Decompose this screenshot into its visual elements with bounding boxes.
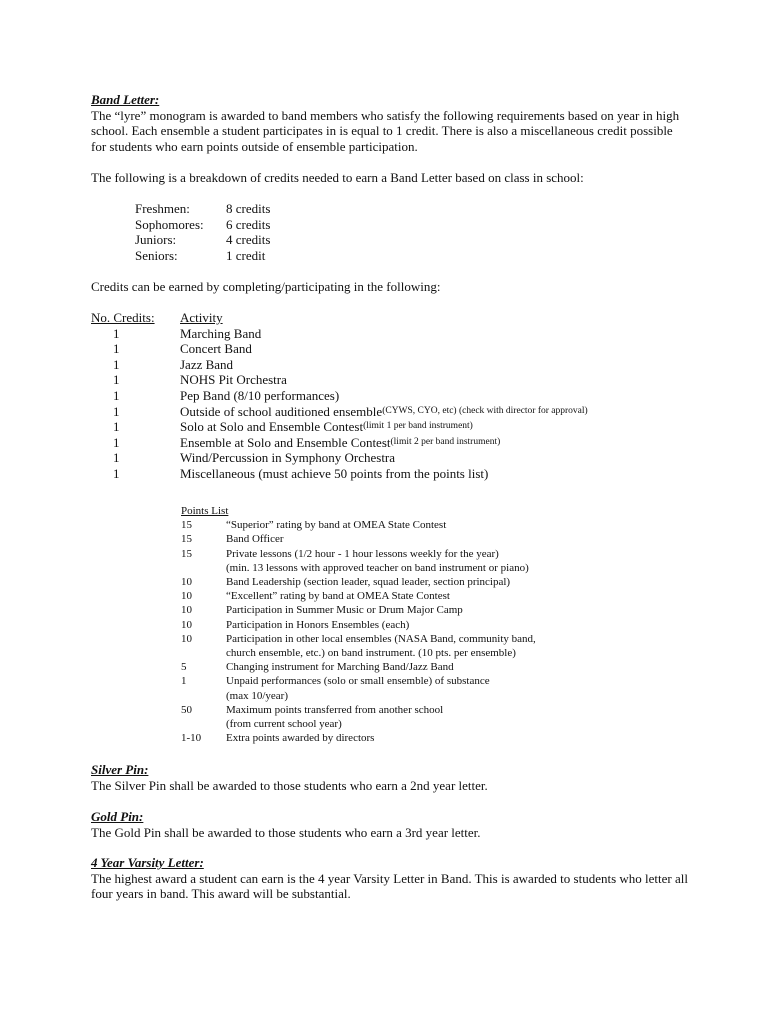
activity-name: Miscellaneous (must achieve 50 points from the points list) (180, 465, 489, 481)
class-name: Juniors: (135, 232, 177, 247)
activity-name: Wind/Percussion in Symphony Orchestra (180, 450, 396, 466)
activity-name: NOHS Pit Orchestra (180, 372, 287, 388)
points-description: (max 10/year) (226, 689, 288, 702)
points-row (181, 589, 536, 603)
points-list (181, 504, 536, 745)
points-row (181, 703, 536, 717)
class-row (135, 201, 270, 217)
points-row (181, 689, 536, 703)
class-row (135, 248, 270, 264)
points-value (181, 689, 226, 703)
points-row (181, 632, 536, 646)
activity-credits: 1 (113, 403, 120, 419)
points-value: 1-10 (181, 732, 202, 745)
points-value: 15 (181, 519, 192, 532)
points-description: Maximum points transferred from another school (226, 703, 444, 716)
activity-credits: 1 (113, 325, 120, 341)
activity-credits: 1 (113, 372, 120, 388)
silver-pin-section (91, 762, 691, 793)
points-value: 10 (181, 604, 192, 617)
points-value: 10 (181, 618, 192, 631)
points-value: 10 (181, 590, 192, 603)
class-credits: 4 credits (226, 232, 271, 247)
points-row (181, 674, 536, 688)
points-value: 5 (181, 661, 187, 674)
activity-row (91, 450, 588, 466)
activity-name: Marching Band (180, 325, 262, 341)
gold-pin-section (91, 809, 691, 840)
activity-row (91, 326, 588, 342)
activity-credits: 1 (113, 387, 120, 403)
silver-pin-heading: Silver Pin: (91, 762, 149, 777)
points-description: Unpaid performances (solo or small ensemble) of substance (226, 675, 490, 688)
points-value: 10 (181, 632, 192, 645)
activity-note: (limit 1 per band instrument) (363, 421, 473, 432)
activity-note: (CYWS, CYO, etc) (check with director for approval) (382, 405, 588, 416)
activity-credits: 1 (113, 450, 120, 466)
earned-intro-text: Credits can be earned by completing/participating in the following: (91, 279, 441, 294)
activity-header: Activity (180, 310, 223, 325)
activity-row (91, 341, 588, 357)
activity-name: Jazz Band (180, 356, 234, 372)
activity-name: Outside of school auditioned ensemble (180, 403, 383, 419)
activity-name: Pep Band (8/10 performances) (180, 387, 340, 403)
class-name: Freshmen: (135, 201, 190, 216)
points-row (181, 603, 536, 617)
activity-name: Solo at Solo and Ensemble Contest (180, 419, 364, 435)
activity-row (91, 388, 588, 404)
points-value (181, 717, 226, 731)
activities-header (91, 310, 588, 326)
credits-header: No. Credits: (91, 310, 155, 325)
points-description: Band Officer (226, 533, 284, 546)
activity-note: (limit 2 per band instrument) (390, 436, 501, 447)
points-description: (from current school year) (226, 718, 342, 731)
band-letter-intro: The “lyre” monogram is awarded to band members who satisfy the following requirements based on year in high school. Each ensemble a student participates in is equal to 1 credit. There is also a miscellaneous credit possible for students who earn points outside of ensemble participation. (91, 107, 680, 154)
varsity-letter-heading: 4 Year Varsity Letter: (91, 855, 204, 870)
activity-credits: 1 (113, 356, 120, 372)
activity-row (91, 466, 588, 482)
points-row (181, 717, 536, 731)
points-row (181, 575, 536, 589)
band-letter-heading: Band Letter: (91, 92, 160, 107)
activity-credits: 1 (113, 434, 120, 450)
class-credits: 1 credit (226, 247, 266, 263)
points-row (181, 618, 536, 632)
activity-row (91, 404, 588, 420)
class-credits-table (135, 201, 270, 263)
points-description: Participation in Summer Music or Drum Major Camp (226, 604, 463, 617)
points-row (181, 561, 536, 575)
points-row (181, 660, 536, 674)
activity-row (91, 372, 588, 388)
points-value: 50 (181, 703, 192, 716)
points-value (181, 561, 226, 575)
points-value: 1 (181, 675, 187, 688)
points-description: Participation in Honors Ensembles (each) (226, 618, 410, 631)
varsity-letter-text: The highest award a student can earn is the 4 year Varsity Letter in Band. This is awarded to students who letter all four years in band. This award will be substantial. (91, 870, 688, 901)
points-row (181, 731, 536, 745)
points-description: church ensemble, etc.) on band instrument. (10 pts. per ensemble) (226, 647, 516, 660)
points-value: 15 (181, 533, 192, 546)
activity-name: Concert Band (180, 341, 252, 357)
points-row (181, 532, 536, 546)
activity-credits: 1 (113, 419, 120, 435)
points-value (181, 646, 226, 660)
activity-row (91, 435, 588, 451)
points-description: Changing instrument for Marching Band/Jazz Band (226, 661, 454, 674)
activity-credits: 1 (113, 465, 120, 481)
class-credits: 6 credits (226, 216, 271, 232)
points-value: 10 (181, 576, 192, 589)
gold-pin-heading: Gold Pin: (91, 809, 144, 824)
activity-credits: 1 (113, 341, 120, 357)
varsity-letter-section (91, 855, 691, 902)
class-name: Seniors: (135, 247, 178, 263)
points-row (181, 547, 536, 561)
points-description: (min. 13 lessons with approved teacher on band instrument or piano) (226, 561, 529, 574)
silver-pin-text: The Silver Pin shall be awarded to those students who earn a 2nd year letter. (91, 777, 488, 793)
class-name: Sophomores: (135, 216, 204, 232)
class-row (135, 217, 270, 233)
activity-row (91, 419, 588, 435)
points-description: Participation in other local ensembles (NASA Band, community band, (226, 632, 536, 645)
breakdown-intro-text: The following is a breakdown of credits needed to earn a Band Letter based on class in school: (91, 170, 584, 185)
points-description: “Excellent” rating by band at OMEA State Contest (226, 590, 450, 603)
points-description: “Superior” rating by band at OMEA State Contest (226, 519, 447, 532)
points-row (181, 518, 536, 532)
points-description: Extra points awarded by directors (226, 732, 375, 745)
earned-intro (91, 279, 691, 295)
points-description: Band Leadership (section leader, squad leader, section principal) (226, 576, 511, 589)
points-list-title: Points List (181, 505, 229, 517)
class-row (135, 232, 270, 248)
points-description: Private lessons (1/2 hour - 1 hour lessons weekly for the year) (226, 547, 499, 560)
band-letter-section (91, 92, 691, 154)
activity-name: Ensemble at Solo and Ensemble Contest (180, 434, 391, 450)
points-row (181, 646, 536, 660)
points-value: 15 (181, 547, 192, 560)
class-credits: 8 credits (226, 201, 271, 216)
activity-row (91, 357, 588, 373)
gold-pin-text: The Gold Pin shall be awarded to those students who earn a 3rd year letter. (91, 824, 481, 840)
activities-table (91, 310, 588, 482)
breakdown-intro (91, 170, 691, 186)
